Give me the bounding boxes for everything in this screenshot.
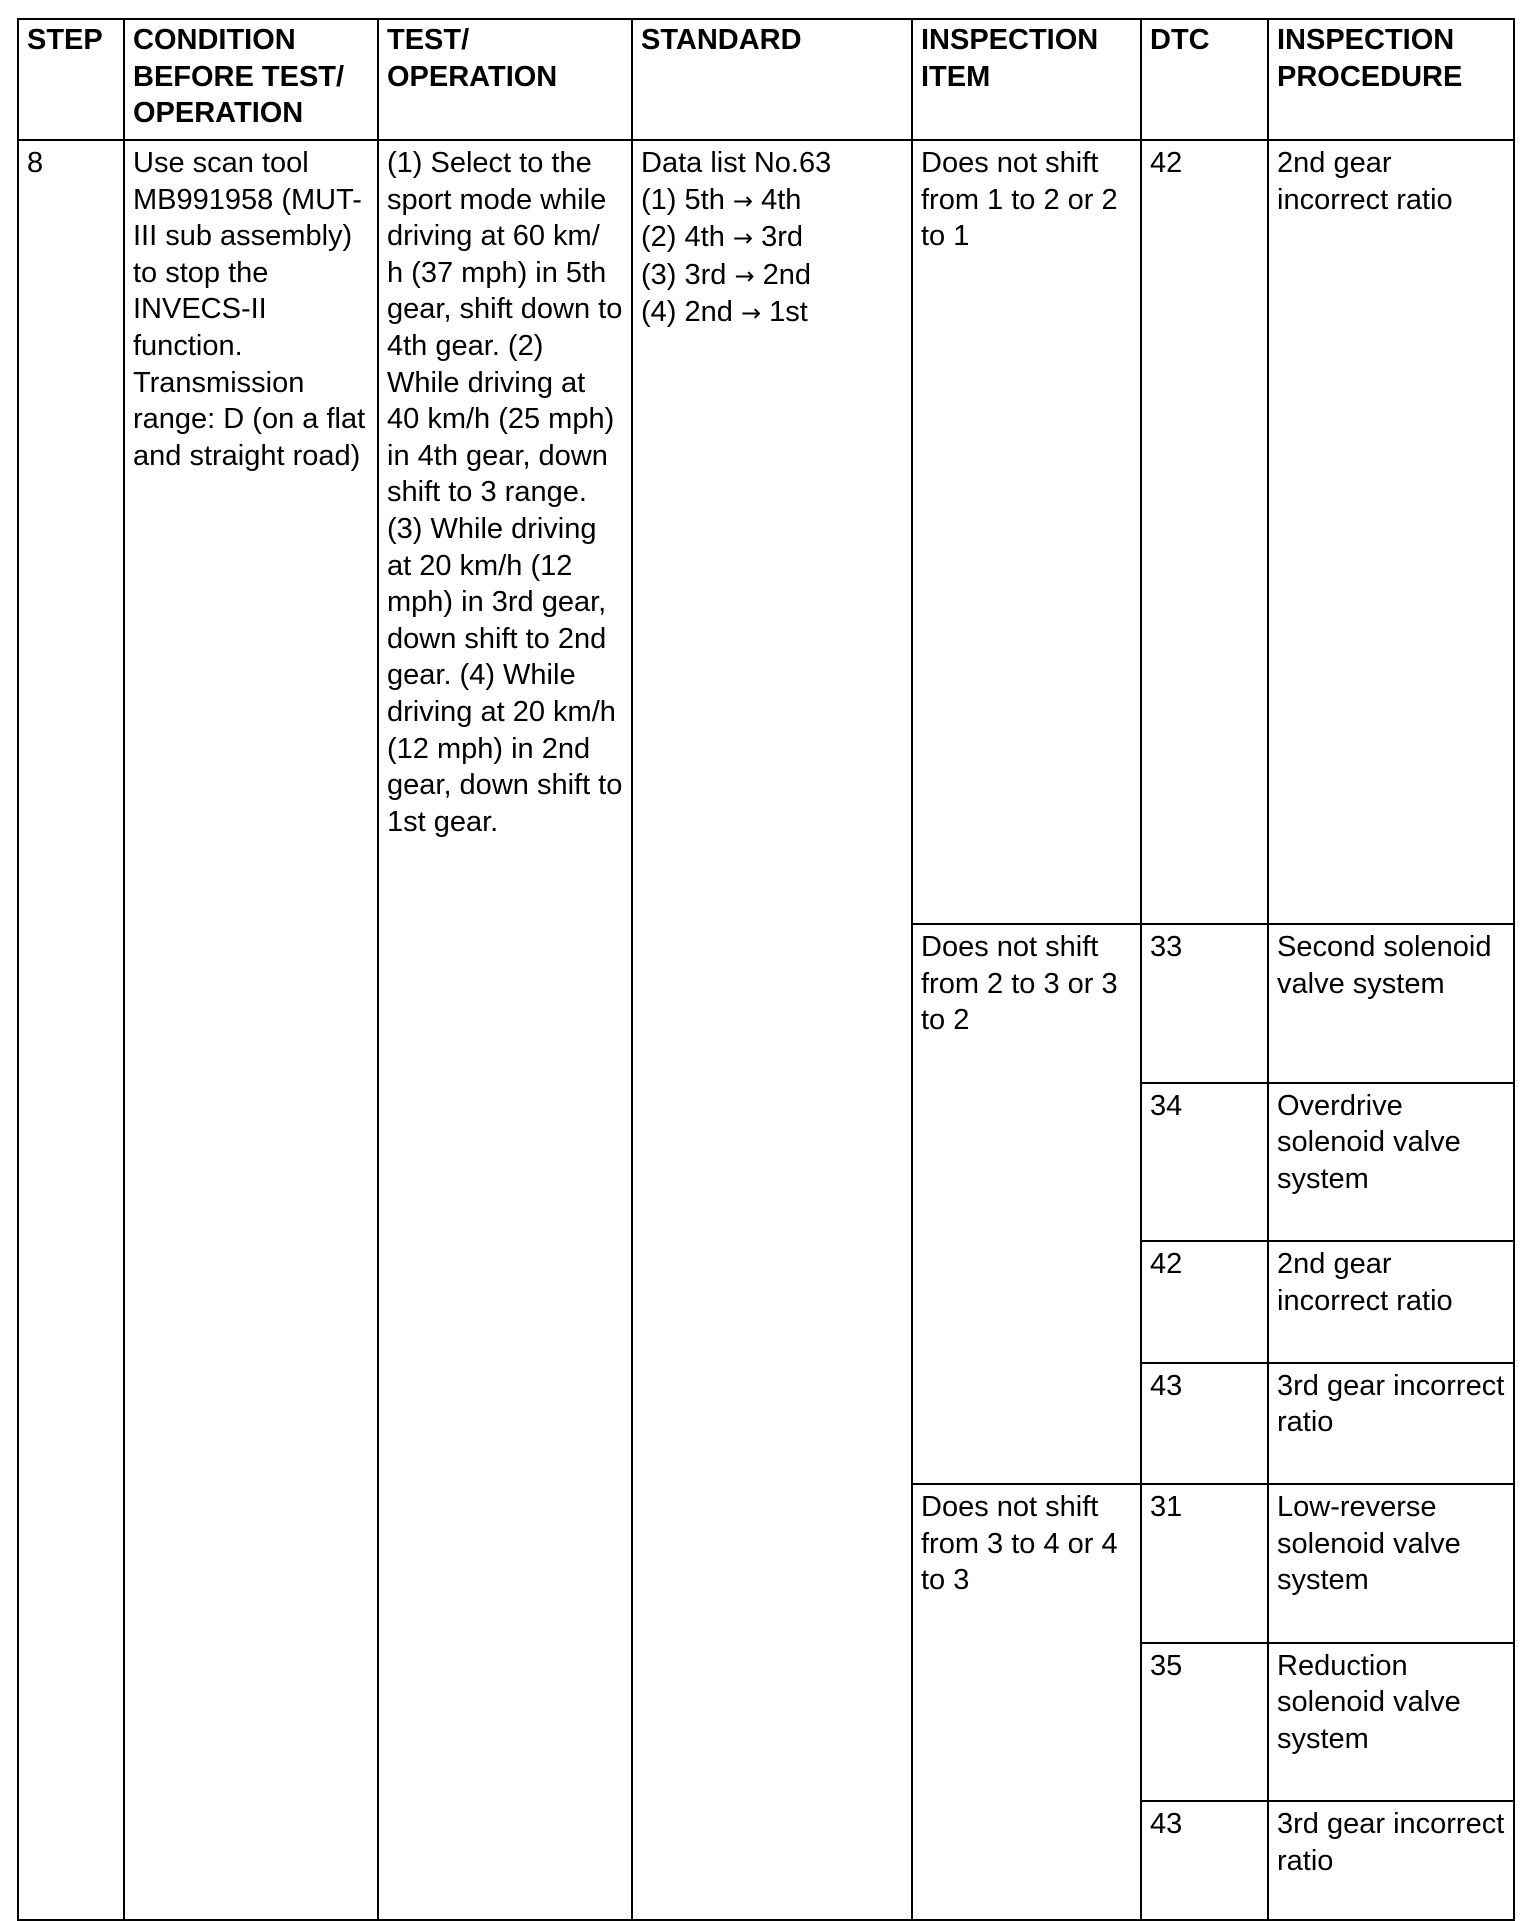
inspection-item-cell: Does not shift from 3 to 4 or 4 to 3 <box>912 1484 1141 1920</box>
right-arrow-icon: → <box>734 261 755 290</box>
inspection-item-cell: Does not shift from 1 to 2 or 2 to 1 <box>912 140 1141 924</box>
procedure-cell: Second solenoid valve system <box>1268 924 1514 1083</box>
header-standard: STANDARD <box>632 19 912 140</box>
step-cell: 8 <box>18 140 124 1920</box>
inspection-table <box>17 18 1515 1921</box>
dtc-cell: 33 <box>1141 924 1268 1083</box>
inspection-item-cell: Does not shift from 2 to 3 or 3 to 2 <box>912 924 1141 1484</box>
procedure-cell: Reduction solenoid valve system <box>1268 1643 1514 1802</box>
dtc-cell: 43 <box>1141 1801 1268 1920</box>
dtc-cell: 42 <box>1141 140 1268 924</box>
procedure-cell: 2nd gear incorrect ratio <box>1268 1241 1514 1362</box>
dtc-cell: 35 <box>1141 1643 1268 1802</box>
standard-title: Data list No.63 <box>641 147 832 179</box>
dtc-cell: 34 <box>1141 1083 1268 1242</box>
standard-line: (4) 2nd → 1st <box>641 296 808 329</box>
standard-line: (3) 3rd → 2nd <box>641 258 812 291</box>
header-step: STEP <box>18 19 124 140</box>
procedure-cell: Overdrive solenoid valve system <box>1268 1083 1514 1242</box>
header-row <box>18 19 1514 140</box>
table-row <box>18 140 1514 924</box>
condition-cell: Use scan tool MB991958 (MUT-III sub assembly) to stop the INVECS-II function. Transmission range: D (on a flat and straight road) <box>124 140 378 1920</box>
test-operation-cell: (1) Select to the sport mode while driving at 60 km/ h (37 mph) in 5th gear, shift down to 4th gear. (2) While driving at 40 km/h (25 mph) in 4th gear, down shift to 3 range. (3) While driving at 20 km/h (12 mph) in 3rd gear, down shift to 2nd gear. (4) While driving at 20 km/h (12 mph) in 2nd gear, down shift to 1st gear. <box>378 140 632 1920</box>
dtc-cell: 31 <box>1141 1484 1268 1643</box>
header-test: TEST/ OPERATION <box>378 19 632 140</box>
header-procedure: INSPECTION PROCEDURE <box>1268 19 1514 140</box>
dtc-cell: 43 <box>1141 1363 1268 1484</box>
standard-line: (1) 5th → 4th <box>641 183 802 216</box>
procedure-cell: Low-reverse solenoid valve system <box>1268 1484 1514 1643</box>
standard-cell <box>632 140 912 1920</box>
procedure-cell: 2nd gear incorrect ratio <box>1268 140 1514 924</box>
header-dtc: DTC <box>1141 19 1268 140</box>
right-arrow-icon: → <box>732 186 754 215</box>
procedure-cell: 3rd gear incorrect ratio <box>1268 1801 1514 1920</box>
header-inspection-item: INSPECTION ITEM <box>912 19 1141 140</box>
procedure-cell: 3rd gear incorrect ratio <box>1268 1363 1514 1484</box>
standard-line: (2) 4th → 3rd <box>641 221 803 254</box>
dtc-cell: 42 <box>1141 1241 1268 1362</box>
header-condition: CONDITION BEFORE TEST/ OPERATION <box>124 19 378 140</box>
right-arrow-icon: → <box>732 224 754 253</box>
right-arrow-icon: → <box>740 299 762 328</box>
